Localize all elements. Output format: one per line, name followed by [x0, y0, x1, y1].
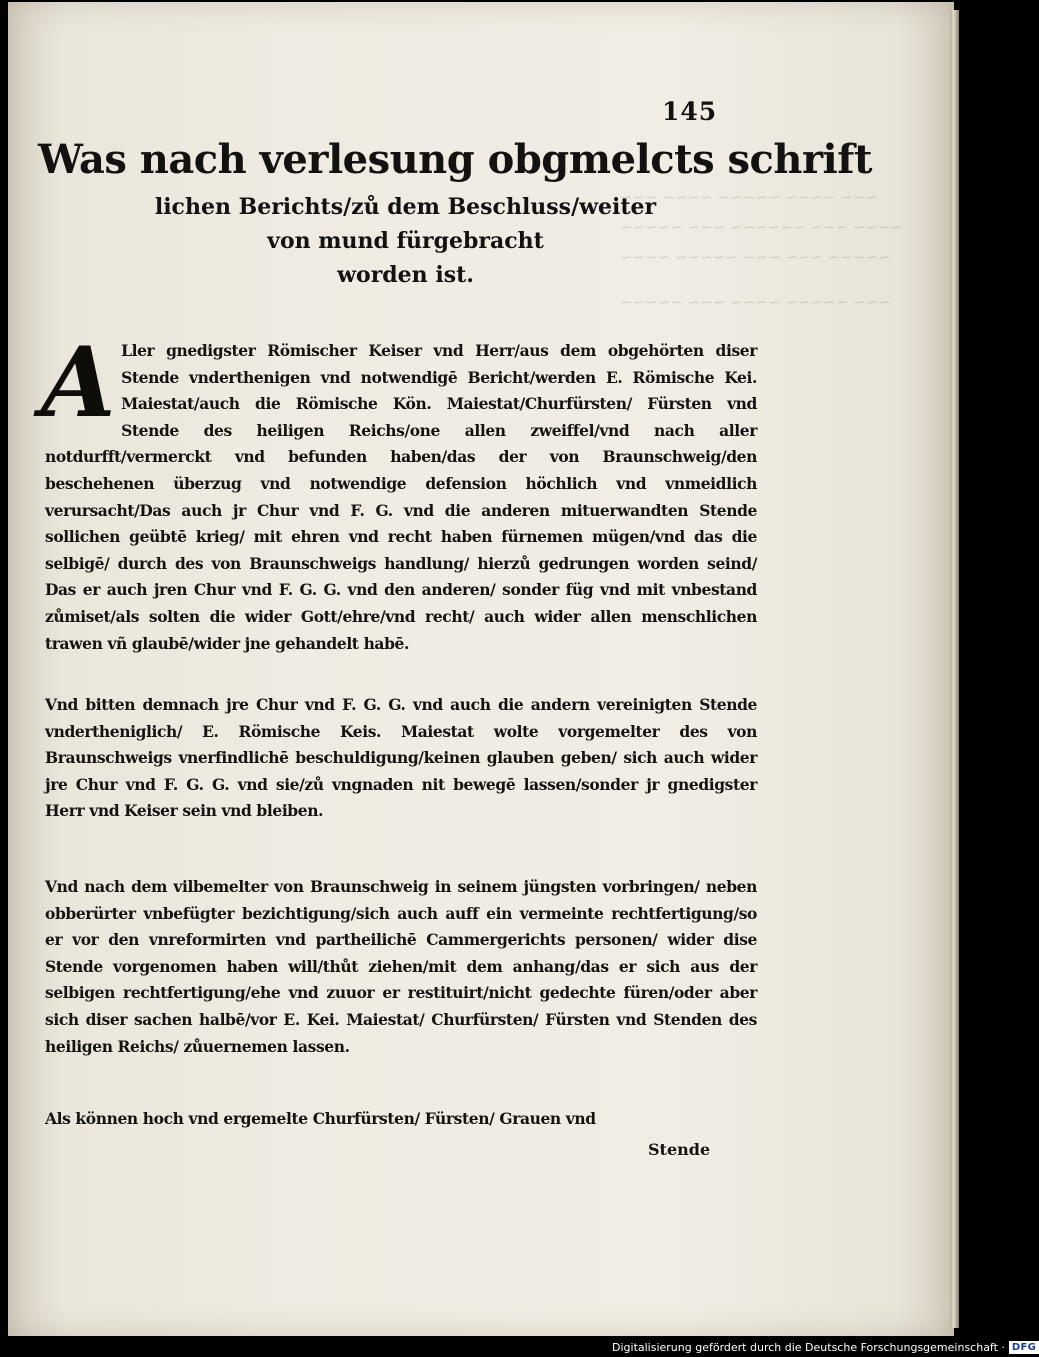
- paragraph: [45, 1106, 757, 1133]
- heading-line: Was nach verlesung obgmelcts schrift: [38, 136, 872, 183]
- credit-text: Digitalisierung gefördert durch die Deutsche Forschungsgemeinschaft ·: [612, 1340, 1005, 1354]
- digitization-credit: [612, 1338, 1039, 1356]
- heading-line: von mund fürgebracht: [267, 228, 544, 254]
- paragraph: [41, 326, 757, 657]
- paragraph-text: Vnd nach dem vilbemelter von Braunschweig in seinem jüngsten vorbringen/ neben obberürter vnbefügter bezichtigung/sich auch auff ein vermeinte rechtfertigung/so er vor den vnreformirten vnd partheilichē Cammergerichts personen/ wider dise Stende vorgenomen haben will/thůt ziehen/mit dem anhang/das er sich aus der selbigen rechtfertigung/ehe vnd zuuor er restituirt/nicht gedechte füren/oder aber sich diser sachen halbē/vor E. Kei. Maiestat/ Churfürsten/ Fürsten vnd Stenden des heiligen Reichs/ zůuernemen lassen.: [45, 877, 757, 1056]
- show-through-text: ~~~~ ~~~ ~~~~~~ ~~~ ~~~~~: [620, 218, 904, 236]
- paragraph: [45, 874, 757, 1060]
- show-through-text: ~~~ ~~~~ ~~~~~ ~~~~ ~~~: [620, 188, 878, 206]
- catchword: Stende: [648, 1140, 711, 1159]
- page-number: 145: [662, 97, 718, 126]
- book-page: [8, 2, 954, 1336]
- heading-line: worden ist.: [337, 262, 474, 288]
- dfg-logo: DFG: [1009, 1341, 1039, 1354]
- heading-line: lichen Berichts/zů dem Beschluss/weiter: [154, 194, 657, 220]
- paragraph: [45, 692, 757, 825]
- show-through-text: ~~~ ~~~~~ ~~~~ ~~~ ~~~~~: [620, 293, 891, 311]
- paragraph-text: Als können hoch vnd ergemelte Churfürsten/ Fürsten/ Grauen vnd: [45, 1109, 596, 1128]
- page-edge: [950, 10, 959, 1328]
- show-through-text: ~~~~~ ~~~ ~~~ ~~~~~ ~~~~: [620, 248, 891, 266]
- paragraph-text: Ller gnedigster Römischer Keiser vnd Herr/aus dem obgehörten diser Stende vnderthenigen vnd notwendigē Bericht/werden E. Römische Kei. Maiestat/auch die Römische Kön. Maiestat/Churfürsten/ Fürsten vnd Stende des heiligen Reichs/one allen zweiffel/vnd nach aller notdurfft/vermerckt vnd befunden haben/das der von Braunschweig/den beschehenen überzug vnd notwendige defension höchlich vnd vnmeidlich verursacht/Das auch jr Chur vnd F. G. vnd die anderen mituerwandten Stende sollichen geübtē krieg/ mit ehren vnd recht haben fürnemen mügen/vnd das die selbigē/ durch des von Braunschweigs handlung/ hierzů gedrungen worden seind/ Das er auch jren Chur vnd F. G. G. vnd den anderen/ sonder füg vnd mit vnbestand zůmiset/als solten die wider Gott/ehre/vnd recht/ auch wider allen menschlichen trawen vñ glaubē/wider jne gehandelt habē.: [45, 341, 757, 653]
- drop-capital: A: [41, 326, 116, 439]
- paragraph-text: Vnd bitten demnach jre Chur vnd F. G. G. vnd auch die andern vereinigten Stende vndertheniglich/ E. Römische Keis. Maiestat wolte vorgemelter des von Braunschweigs vnerfindlichē beschuldigung/keinen glauben geben/ sich auch wider jre Chur vnd F. G. G. vnd sie/zů vngnaden nit bewegē lassen/sonder jr gnedigster Herr vnd Keiser sein vnd bleiben.: [45, 695, 757, 821]
- section-heading: [38, 130, 872, 292]
